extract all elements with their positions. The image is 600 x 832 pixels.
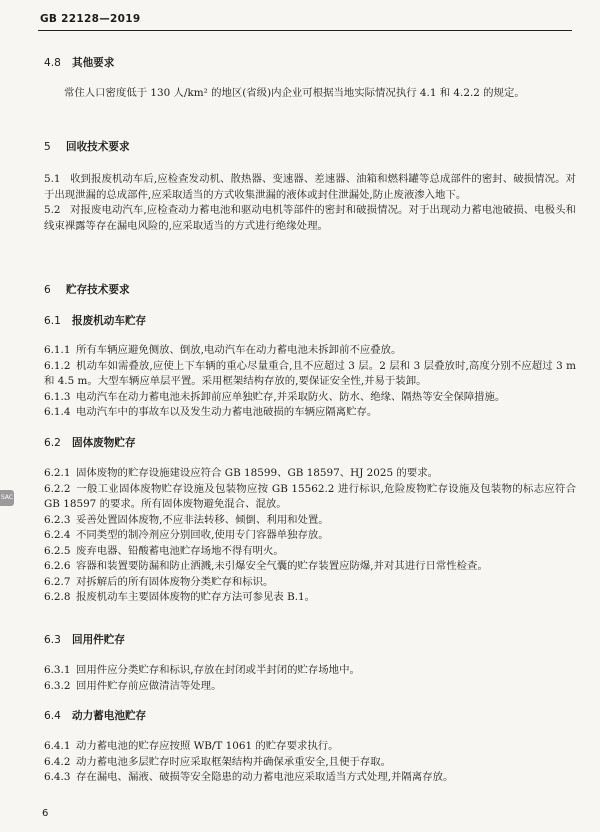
clause: 6.4.1 动力蓄电池的贮存应按照 WB/T 1061 的贮存要求执行。 [44,740,339,752]
clause: 5.1 收到报废机动车后,应检查发动机、散热器、变速器、差速器、油箱和燃料罐等总成部件的密封、破损情况。对于出现泄漏的总成部件,应采取适当的方式收集泄漏的液体或封住泄漏处,防止废液渗入地下。 [44,173,576,201]
section-heading: 6 贮存技术要求 [44,284,130,296]
clause: 6.1.1 所有车辆应避免侧放、倒放,电动汽车在动力蓄电池未拆卸前不应叠放。 [44,344,402,356]
section-heading: 5 回收技术要求 [44,141,130,153]
section-heading: 6.2 固体废物贮存 [44,437,136,449]
paragraph: 常住人口密度低于 130 人/km² 的地区(省级)内企业可根据当地实际情况执行 4.1 和 4.2.2 的规定。 [64,87,525,99]
section-6-1-items [44,343,576,421]
section-6-3-items [44,663,576,694]
side-stamp-mark: SAC [0,490,14,506]
clause: 6.2.4 不同类型的制冷剂应分别回收,使用专门容器单独存放。 [44,529,329,541]
clause: 6.2.7 对拆解后的所有固体废物分类贮存和标识。 [44,575,274,588]
section-6-1 [44,314,576,330]
clause: 6.1.2 机动车如需叠放,应使上下车辆的重心尽量重合,且不应超过 3 层。2 层和 3 层叠放时,高度分别不应超过 3 m 和 4.5 m。大型车辆应单层平置。采用框架结构存放的,要保证安全性,并易于装卸。 [44,359,576,387]
section-6-4-items [44,739,576,786]
clause: 6.4.2 动力蓄电池多层贮存时应采取框架结构并确保承重安全,且便于存取。 [44,755,392,768]
header-rule [38,30,572,31]
section-heading: 6.4 动力蓄电池贮存 [44,710,147,722]
clause: 6.3.2 回用件贮存前应做清洁等处理。 [44,679,222,692]
section-6 [44,283,576,299]
clause: 6.1.3 电动汽车在动力蓄电池未拆卸前应单独贮存,并采取防火、防水、绝缘、隔热等安全保障措施。 [44,390,506,403]
clause: 6.2.5 废弃电器、铅酸蓄电池贮存场地不得有明火。 [44,544,284,557]
section-heading: 6.1 报废机动车贮存 [44,315,147,327]
clause: 6.2.8 报废机动车主要固体废物的贮存方法可参见表 B.1。 [44,591,316,603]
clause: 6.3.1 回用件应分类贮存和标识,存放在封闭或半封闭的贮存场地中。 [44,664,360,676]
page-number: 6 [42,808,49,819]
clause: 6.2.3 妥善处置固体废物,不应非法转移、倾倒、利用和处置。 [44,513,329,526]
section-5-items [44,172,576,234]
section-heading: 6.3 回用件贮存 [44,634,125,646]
section-6-2 [44,436,576,452]
clause: 6.4.3 存在漏电、漏液、破损等安全隐患的动力蓄电池应采取适当方式处理,并隔离存放。 [44,771,454,783]
clause: 6.2.6 容器和装置要防漏和防止洒溅,未引爆安全气囊的贮存装置应防爆,并对其进行日常性检查。 [44,560,488,572]
section-6-2-items [44,466,576,606]
clause: 6.1.4 电动汽车中的事故车以及发生动力蓄电池破损的车辆应隔离贮存。 [44,406,378,418]
section-heading: 4.8 其他要求 [44,57,115,69]
section-4-8-text [44,86,576,102]
section-5 [44,140,576,156]
clause: 6.2.1 固体废物的贮存设施建设应符合 GB 18599、GB 18597、HJ 2025 的要求。 [44,467,438,479]
section-6-3 [44,633,576,649]
clause: 5.2 对报废电动汽车,应检查动力蓄电池和驱动电机等部件的密封和破损情况。对于出现动力蓄电池破损、电极头和线束裸露等存在漏电风险的,应采取适当的方式进行绝缘处理。 [44,204,576,232]
section-4-8 [44,56,576,72]
standard-code: GB 22128—2019 [40,13,141,25]
section-6-4 [44,709,576,725]
clause: 6.2.2 一般工业固体废物贮存设施及包装物应按 GB 15562.2 进行标识,危险废物贮存设施及包装物的标志应符合 GB 18597 的要求。所有固体废物避免混合、混放。 [44,482,576,510]
